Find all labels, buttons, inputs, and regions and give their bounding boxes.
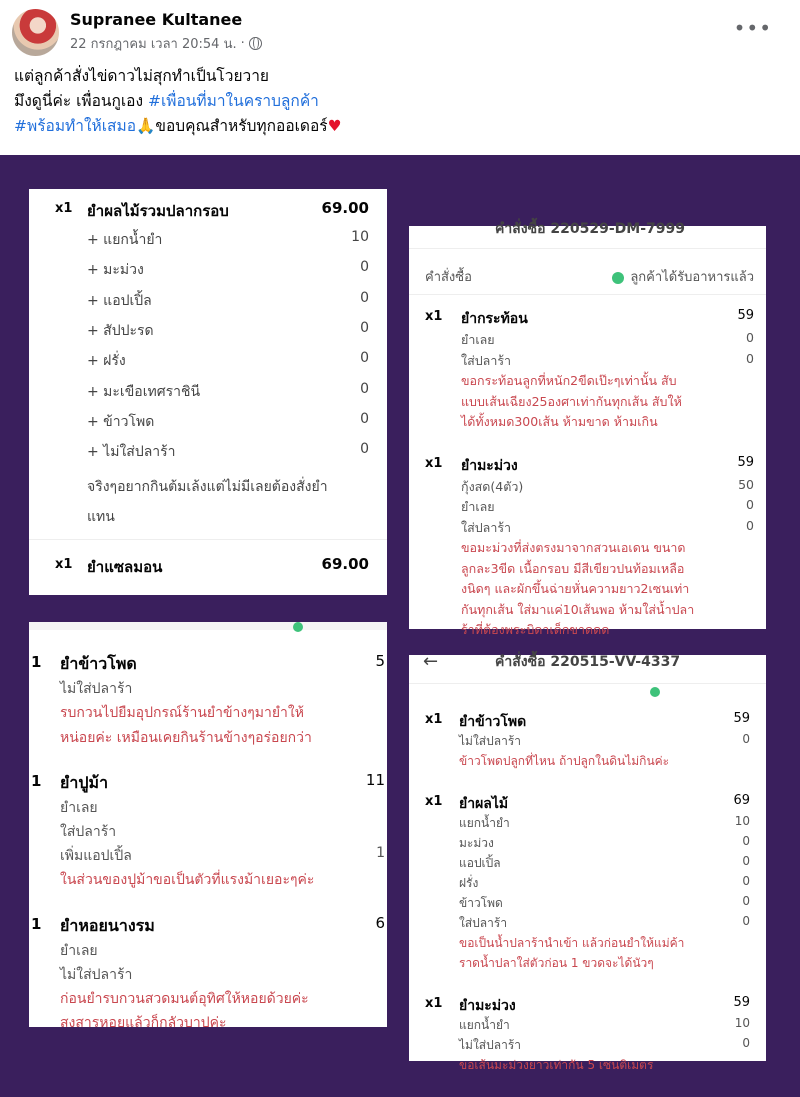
option-label: + มะเขือเทศราชินี <box>87 383 201 400</box>
option-value: 10 <box>734 813 750 828</box>
option-value: 0 <box>742 873 750 888</box>
option-label: ไม่ใส่ปลาร้า <box>60 966 133 983</box>
item-price: 59 <box>733 994 750 1010</box>
section-label: คำสั่งซื้อ <box>425 270 472 285</box>
caption-line-1: แต่ลูกค้าสั่งไข่ดาวไม่สุกทำเป็นโวยวาย <box>14 67 270 85</box>
divider <box>409 248 766 249</box>
item-name: ยำกระท้อน <box>461 311 528 327</box>
option-value: 0 <box>742 893 750 908</box>
option-label: ฝรั่ง <box>459 875 479 890</box>
order-note: ได้ทั้งหมด300เส้น ห้ามขาด ห้ามเกิน <box>461 414 658 429</box>
order-note: หน่อยค่ะ เหมือนเคยกินร้านข้างๆอร่อยกว่า <box>60 729 312 746</box>
item-name: ยำผลไม้ <box>459 795 509 812</box>
option-value: 0 <box>360 380 369 397</box>
post-meta <box>70 33 262 54</box>
back-arrow-icon[interactable]: ← <box>423 651 439 672</box>
order-note: ราดน้ำปลาใส่ตัวก่อน 1 ขวดจะได้นัวๆ <box>459 956 654 970</box>
note-line: แทน <box>87 509 115 525</box>
order-item <box>29 199 387 221</box>
option-label: เพิ่มแอปเปิ้ล <box>60 848 132 864</box>
option-row <box>29 411 387 433</box>
item-price: 69.00 <box>321 199 369 217</box>
order-item <box>409 995 766 1017</box>
option-label: + ข้าวโพด <box>87 413 155 430</box>
item-price: 69 <box>733 792 750 808</box>
divider <box>409 294 766 295</box>
option-label: ข้าวโพด <box>459 895 503 910</box>
option-label: ไม่ใส่ปลาร้า <box>459 734 522 748</box>
option-value: 0 <box>742 1035 750 1050</box>
option-value: 0 <box>360 289 369 306</box>
item-name: ยำข้าวโพด <box>459 714 527 730</box>
option-label: + ไม่ใส่ปลาร้า <box>87 444 176 461</box>
option-label: มะม่วง <box>459 835 494 850</box>
item-price: 5 <box>375 652 385 670</box>
author-name[interactable]: Supranee Kultanee <box>70 10 243 29</box>
order-note: ขอเป็นน้ำปลาร้านำเข้า แล้วก่อนยำให้แม่ค้า <box>459 935 685 950</box>
option-value: 0 <box>742 913 750 928</box>
option-value: 10 <box>351 229 369 245</box>
option-value: 0 <box>746 330 754 345</box>
order-item <box>409 455 766 477</box>
avatar[interactable] <box>12 9 59 56</box>
order-note: ร้าที่ต้องพระบิดาเด็กขาดดด <box>461 622 610 637</box>
item-qty: x1 <box>55 201 73 216</box>
option-row <box>29 229 387 251</box>
order-note: แบบเส้นเฉียง25องศาเท่ากันทุกเส้น สับให้ <box>461 393 682 409</box>
order-status <box>612 266 754 287</box>
item-price: 11 <box>365 771 385 789</box>
option-label: ไม่ใส่ปลาร้า <box>60 681 133 697</box>
option-label: ใส่ปลาร้า <box>60 824 117 840</box>
item-qty: x1 <box>425 995 443 1011</box>
option-label: ใส่ปลาร้า <box>461 352 512 368</box>
option-label: แยกน้ำยำ <box>459 815 510 830</box>
item-price: 69.00 <box>321 555 369 573</box>
meta-separator: · <box>240 36 245 51</box>
option-value: 10 <box>734 1015 750 1030</box>
option-value: 0 <box>360 410 369 427</box>
status-badge <box>650 681 666 700</box>
option-label: + ฝรั่ง <box>87 353 126 370</box>
pray-emoji-icon: 🙏 <box>136 117 156 135</box>
item-price: 59 <box>737 454 754 470</box>
option-label: ยำเลย <box>60 942 98 959</box>
post-date[interactable]: 22 กรกฎาคม เวลา 20:54 น. <box>70 37 237 52</box>
status-dot-icon <box>650 687 660 697</box>
caption-text: ขอบคุณสำหรับทุกออเดอร์ <box>155 117 328 135</box>
option-label: ยำเลย <box>461 499 495 514</box>
order-note: ขอเส้นมะม่วงยาวเท่ากัน 5 เซนติเมตร <box>459 1057 654 1072</box>
option-label: + แยกน้ำยำ <box>87 232 163 248</box>
item-qty: 1 <box>31 653 42 671</box>
post-caption <box>14 64 784 139</box>
order-note: ลูกละ3ขีด เนื้อกรอบ มีสีเขียวปนท้อมเหลือ <box>461 560 685 576</box>
order-item <box>29 771 387 793</box>
status-badge <box>293 616 373 626</box>
item-price: 59 <box>733 711 750 726</box>
note-line: จริงๆอยากกินต้มเล้งแต่ไม่มีเลยต้องสั่งยำ <box>87 479 328 495</box>
order-card-3 <box>29 622 387 1031</box>
divider <box>29 539 387 540</box>
item-qty: x1 <box>425 712 443 727</box>
item-qty: x1 <box>55 557 73 572</box>
order-note: ขอมะม่วงที่ส่งตรงมาจากสวนเอเดน ขนาด <box>461 540 686 555</box>
option-label: แอปเปิ้ล <box>459 855 501 870</box>
item-qty: x1 <box>425 309 443 324</box>
post-header <box>0 0 800 155</box>
option-value: 0 <box>746 517 754 533</box>
option-value: 0 <box>746 350 754 366</box>
order-note: ข้าวโพดปลูกที่ไหน ถ้าปลูกในดินไม่กินค่ะ <box>459 754 670 768</box>
order-note: ก่อนยำรบกวนสวดมนต์อุทิศให้หอยด้วยค่ะ <box>60 990 309 1007</box>
item-name: ยำผลไม้รวมปลากรอบ <box>87 202 229 220</box>
item-name: ยำปูม้า <box>60 773 109 792</box>
option-value: 0 <box>360 319 369 336</box>
option-label: กุ้งสด(4ตัว) <box>461 478 524 494</box>
more-options-icon[interactable]: ••• <box>733 16 772 40</box>
order-number: คำสั่งซื้อ 220529-DM-7999 <box>495 221 685 237</box>
order-card-2 <box>409 221 766 637</box>
item-name: ยำมะม่วง <box>461 457 518 474</box>
order-note: งนิดๆ และผักขึ้นฉ่ายหั่นความยาว2เซนเท่า <box>461 581 690 596</box>
order-number: คำสั่งซื้อ 220515-VV-4337 <box>495 654 681 670</box>
option-row <box>29 290 387 312</box>
item-qty: 1 <box>31 772 42 790</box>
caption-line-3 <box>14 114 784 139</box>
option-value: 0 <box>746 497 754 512</box>
option-label: ใส่ปลาร้า <box>459 915 508 930</box>
order-item <box>29 652 387 674</box>
order-item <box>29 555 387 577</box>
option-value: 0 <box>360 441 369 458</box>
order-item <box>409 308 766 330</box>
status-text: ลูกค้าได้รับอาหารแล้ว <box>630 270 754 285</box>
divider <box>409 683 766 684</box>
order-note: ขอกระท้อนลูกที่หนัก2ขีดเป๊ะๆเท่านั้น สับ <box>461 373 677 388</box>
option-row <box>29 320 387 342</box>
post-photo[interactable] <box>0 155 800 1097</box>
heart-emoji-icon: ♥ <box>327 117 342 135</box>
status-dot-icon <box>612 272 624 284</box>
option-row <box>29 441 387 463</box>
option-label: + สัปปะรด <box>87 322 154 339</box>
item-name: ยำแซลมอน <box>87 558 163 576</box>
order-item <box>29 914 387 936</box>
order-note: ในส่วนของปูม้าขอเป็นตัวที่แรงม้าเยอะๆค่ะ <box>60 872 315 888</box>
order-item <box>409 793 766 815</box>
item-qty: 1 <box>31 914 42 933</box>
item-name: ยำหอยนางรม <box>60 915 155 935</box>
option-label: ใส่ปลาร้า <box>461 519 512 535</box>
globe-icon <box>249 37 262 50</box>
item-name: ยำมะม่วง <box>459 997 516 1014</box>
option-label: ยำเลย <box>60 800 98 816</box>
item-qty: x1 <box>425 793 443 809</box>
hashtag-link[interactable]: #เพื่อนที่มาในคราบลูกค้า <box>147 92 319 110</box>
option-label: แยกน้ำยำ <box>459 1017 510 1032</box>
option-value: 0 <box>360 259 369 276</box>
order-note: สงสารหอยแล้วก็กลัวบาปค่ะ <box>60 1015 227 1031</box>
item-price: 6 <box>375 913 385 932</box>
option-value: 0 <box>742 853 750 868</box>
option-value: 50 <box>738 476 754 492</box>
item-qty: x1 <box>425 455 443 471</box>
option-value: 0 <box>742 833 750 848</box>
option-value: 1 <box>376 845 385 861</box>
option-row <box>29 350 387 372</box>
order-note <box>87 472 328 532</box>
order-note: รบกวนไปยืมอุปกรณ์ร้านยำข้างๆมายำให้ <box>60 705 304 721</box>
option-label: ยำเลย <box>461 332 495 347</box>
option-value: 0 <box>742 732 750 746</box>
status-dot-icon <box>293 622 303 632</box>
order-note: กันทุกเส้น ใส่มาแค่10เส้นพอ ห้ามใส่น้ำปลา <box>461 601 695 617</box>
option-label: + แอปเปิ้ล <box>87 292 152 309</box>
caption-line-2 <box>14 89 784 114</box>
option-row <box>29 381 387 403</box>
option-value: 0 <box>360 350 369 367</box>
order-card-4 <box>409 651 766 1072</box>
order-card-1 <box>29 189 387 595</box>
item-name: ยำข้าวโพด <box>60 654 137 673</box>
order-item <box>409 711 766 733</box>
hashtag-link[interactable]: #พร้อมทำให้เสมอ <box>14 117 137 135</box>
caption-text: มึงดูนี่ค่ะ เพื่อนกูเอง <box>14 92 148 110</box>
item-price: 59 <box>737 308 754 323</box>
option-row <box>29 259 387 281</box>
option-label: ไม่ใส่ปลาร้า <box>459 1037 522 1052</box>
option-label: + มะม่วง <box>87 262 144 279</box>
